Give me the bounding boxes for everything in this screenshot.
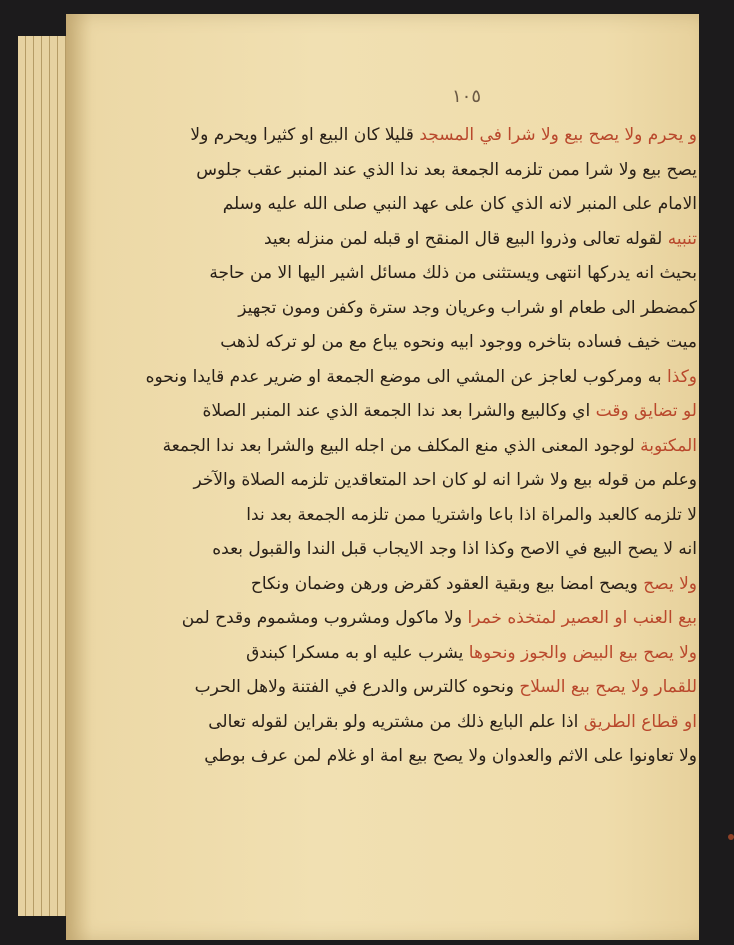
- manuscript-page: [66, 14, 699, 940]
- body-text: كمضطر الى طعام او شراب وعريان وجد سترة وكفن ومون تجهيز: [238, 297, 697, 318]
- rubric-text: لو تضايق وقت: [595, 401, 697, 421]
- body-text: يصح بيع ولا شرا ممن تلزمه الجمعة بعد ندا الذي عند المنبر عقب جلوس: [196, 159, 697, 180]
- text-line: [204, 739, 697, 774]
- page-edge: [50, 36, 58, 916]
- body-text: يشرب عليه او به مسكرا كبندق: [246, 642, 469, 663]
- text-line: [162, 429, 697, 464]
- page-edge: [18, 36, 26, 916]
- text-line: [222, 187, 697, 222]
- text-line: [227, 567, 697, 602]
- body-text: الامام على المنبر لانه الذي كان على عهد النبي صلى الله عليه وسلم: [222, 194, 697, 214]
- text-line: [202, 394, 697, 429]
- body-text: ونحوه كالترس والدرع في الفتنة ولاهل الحرب: [194, 677, 520, 697]
- text-line: [220, 325, 697, 360]
- text-line: [227, 222, 697, 257]
- page-edge: [42, 36, 50, 916]
- text-line: [190, 118, 697, 153]
- open-book: [14, 14, 698, 940]
- body-text: بحيث انه يدركها انتهى ويستثنى من ذلك مسائل اشير اليها الا من حاجة: [209, 263, 697, 283]
- rubric-text: تنبيه: [667, 228, 697, 249]
- text-line: [208, 705, 697, 740]
- text-line: [227, 636, 697, 671]
- body-text: ولا تعاونوا على الاثم والعدوان ولا يصح بيع امة او غلام لمن عرف بوطي: [204, 746, 697, 766]
- page-edge: [34, 36, 42, 916]
- text-line: [227, 498, 697, 533]
- body-text: ولا ماكول ومشروب ومشموم وقدح لمن: [181, 608, 468, 628]
- text-line: [227, 291, 697, 326]
- rubric-text: للقمار ولا يصح بيع السلاح: [519, 677, 697, 697]
- text-line: [193, 463, 697, 498]
- body-text: اي وكالبيع والشرا بعد ندا الجمعة الذي عند المنبر الصلاة: [202, 401, 596, 421]
- body-text: قليلا كان البيع او كثيرا ويحرم ولا: [190, 125, 420, 145]
- body-text: انه لا يصح البيع في الاصح وكذا اذا وجد الايجاب قبل الندا والقبول بعده: [212, 539, 697, 559]
- body-text: به ومركوب لعاجز عن المشي الى موضع الجمعة او ضرير عدم قايدا ونحوه: [145, 366, 668, 387]
- rubric-text: ولا يصح بيع البيض والجوز ونحوها: [468, 642, 697, 663]
- text-line: [196, 153, 697, 188]
- body-text: لقوله تعالى وذروا البيع قال المنقح او قبله لمن منزله بعيد: [263, 228, 668, 249]
- manuscript-text: [145, 118, 697, 774]
- page-edge: [58, 36, 66, 916]
- rubric-text: او قطاع الطريق: [583, 711, 697, 732]
- page-edge: [26, 36, 34, 916]
- text-line: [212, 532, 697, 567]
- text-line: [209, 256, 697, 291]
- body-text: لا تلزمه كالعبد والمراة اذا باعا واشتريا ممن تلزمه الجمعة بعد ندا: [246, 504, 697, 525]
- text-line: [145, 360, 697, 395]
- rubric-text: و يحرم ولا يصح بيع ولا شرا في المسجد: [419, 125, 697, 145]
- folio-number: ١٠٥: [452, 86, 482, 107]
- body-text: اذا علم البايع ذلك من مشتريه ولو بقراين لقوله تعالى: [208, 711, 584, 732]
- rubric-text: المكتوبة: [640, 435, 697, 456]
- ink-stain: [728, 834, 734, 840]
- rubric-text: بيع العنب او العصير لمتخذه خمرا: [467, 608, 697, 628]
- body-text: ويصح امضا بيع وبقية العقود كقرض ورهن وضمان ونكاح: [250, 573, 644, 594]
- text-line: [181, 601, 697, 636]
- body-text: وعلم من قوله بيع ولا شرا انه لو كان احد المتعاقدين تلزمه الصلاة والآخر: [193, 470, 697, 490]
- rubric-text: ولا يصح: [643, 573, 697, 594]
- body-text: لوجود المعنى الذي منع المكلف من اجله البيع والشرا بعد ندا الجمعة: [162, 435, 641, 456]
- body-text: ميت خيف فساده بتاخره ووجود ابيه ونحوه يباع مع من لو تركه لذهب: [220, 332, 697, 352]
- rubric-text: وكذا: [667, 366, 697, 387]
- text-line: [194, 670, 697, 705]
